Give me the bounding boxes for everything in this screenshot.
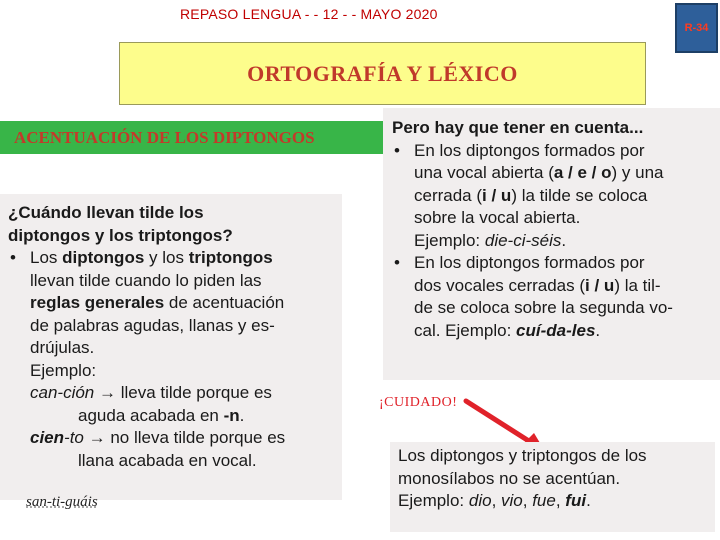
note-line: En los diptongos formados por	[414, 140, 645, 160]
rules-panel	[0, 194, 342, 500]
note-line: dos vocales cerradas (i / u) la til-	[414, 275, 661, 295]
example-line: llana acabada en vocal.	[78, 450, 257, 470]
notes-heading: Pero hay que tener en cuenta...	[392, 118, 644, 137]
bullet-icon: •	[394, 253, 400, 272]
section-heading-text: ACENTUACIÓN DE LOS DIPTONGOS	[14, 127, 315, 147]
bullet-icon: •	[394, 140, 400, 160]
rule-line: llevan tilde cuando lo piden las	[30, 270, 262, 290]
rule-line: de palabras agudas, llanas y es-	[30, 315, 275, 335]
note-line: cerrada (i / u) la tilde se coloca	[414, 185, 648, 205]
banner-title: ORTOGRAFÍA Y LÉXICO	[247, 60, 518, 86]
note-line: de se coloca sobre la segunda vo-	[414, 298, 673, 317]
example-line: cien-to → no lleva tilde porque es	[30, 428, 286, 447]
note-line: cal. Ejemplo: cuí-da-les.	[414, 320, 601, 340]
example-line: can-ción → lleva tilde porque es	[30, 383, 272, 402]
note-bullet-item	[392, 252, 711, 342]
note-line: monosílabos no se acentúan.	[398, 468, 621, 488]
slide-number-badge: R-34	[675, 3, 718, 53]
rule-line: Los diptongos y los triptongos	[30, 248, 273, 267]
notes-panel	[383, 108, 720, 380]
rule-bullet-item	[8, 247, 334, 360]
warning-label: ¡CUIDADO!	[379, 395, 458, 410]
note-line: Los diptongos y triptongos de los	[398, 446, 647, 465]
note-line: sobre la vocal abierta.	[414, 208, 581, 227]
example-line: aguda acabada en -n.	[78, 405, 245, 425]
handwritten-example: san-ti-guáis	[26, 494, 98, 510]
note-bullet-item	[392, 140, 711, 253]
note-line: En los diptongos formados por	[414, 253, 645, 272]
question-line: diptongos y los triptongos?	[8, 225, 233, 245]
note-line: Ejemplo: dio, vio, fue, fui.	[398, 491, 591, 510]
title-banner	[119, 42, 646, 105]
monosyllable-panel	[390, 442, 715, 532]
note-line: una vocal abierta (a / e / o) y una	[414, 163, 664, 182]
rule-line: reglas generales de acentuación	[30, 293, 285, 312]
note-line: Ejemplo: die-ci-séis.	[414, 230, 567, 250]
section-heading	[0, 121, 383, 154]
question-line: ¿Cuándo llevan tilde los	[8, 203, 204, 222]
example-label: Ejemplo:	[30, 360, 97, 380]
rule-line: drújulas.	[30, 338, 95, 357]
bullet-icon: •	[10, 248, 16, 267]
page-header-title: REPASO LENGUA - - 12 - - MAYO 2020	[180, 6, 438, 22]
